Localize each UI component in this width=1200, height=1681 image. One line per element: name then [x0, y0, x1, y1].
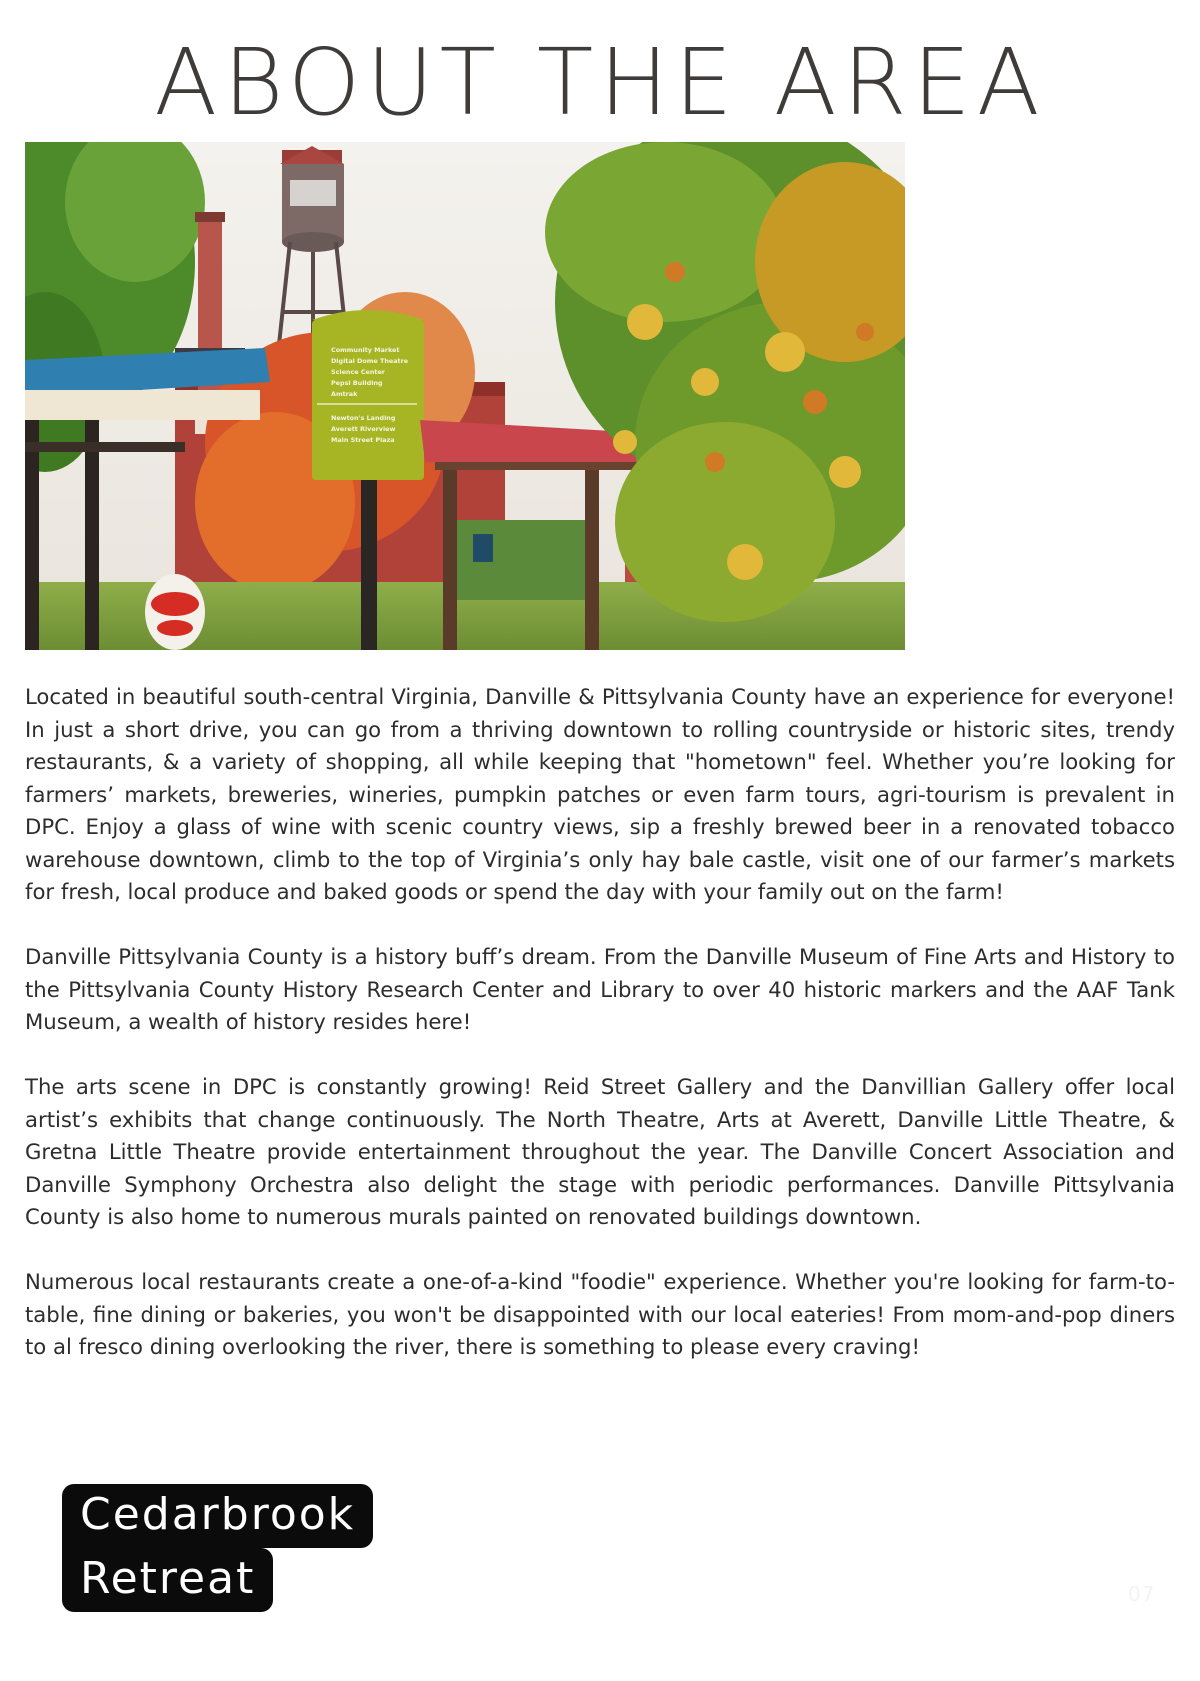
riverwalk-photo-illustration [25, 142, 905, 650]
paragraph-arts: The arts scene in DPC is constantly growing! Reid Street Gallery and the Danvillian Gallery offer local artist’s exhibits that change continuously. The North Theatre, Arts at Averett, Danville Little Theatre, & Gretna Little Theatre provide entertainment throughout the year. The Danville Concert Association and Danville Symphony Orchestra also delight the stage with periodic performances. Danville Pittsylvania County is also home to numerous murals painted on renovated buildings downtown. [25, 1074, 1175, 1229]
sign-line-3: Science Center [331, 368, 385, 376]
sign-line-7: Averett Riverview [331, 425, 396, 433]
sign-line-2: Digital Dome Theatre [331, 357, 409, 365]
sign-line-5: Amtrak [331, 390, 358, 398]
brand-line-2: Retreat [62, 1548, 273, 1612]
article-body [25, 681, 1175, 1396]
paragraph-food: Numerous local restaurants create a one-of-a-kind "foodie" experience. Whether you're looking for farm-to-table, fine dining or bakeries, you won't be disappointed with our local eateries! From mom-and-pop diners to al fresco dining overlooking the river, there is something to please every craving! [25, 1269, 1175, 1359]
page-title: ABOUT THE AREA [154, 29, 1046, 136]
sign-line-6: Newton's Landing [331, 414, 396, 422]
brand-line-1: Cedarbrook [62, 1484, 373, 1548]
page-number: 07 [1128, 1582, 1156, 1606]
sign-line-8: Main Street Plaza [331, 436, 395, 444]
sign-line-1: Community Market [331, 346, 400, 354]
sign-line-4: Pepsi Building [331, 379, 383, 387]
paragraph-history: Danville Pittsylvania County is a history buff’s dream. From the Danville Museum of Fine Arts and History to the Pittsylvania County History Research Center and Library to over 40 historic markers and the AAF Tank Museum, a wealth of history resides here! [25, 944, 1175, 1034]
paragraph-overview: Located in beautiful south-central Virginia, Danville & Pittsylvania County have an experience for everyone! In just a short drive, you can go from a thriving downtown to rolling countryside or historic sites, trendy restaurants, & a variety of shopping, all while keeping that "hometown" feel. Whether you’re looking for farmers’ markets, breweries, wineries, pumpkin patches or even farm tours, agri-tourism is prevalent in DPC. Enjoy a glass of wine with scenic country views, sip a freshly brewed beer in a renovated tobacco warehouse downtown, climb to the top of Virginia’s only hay bale castle, visit one of our farmer’s markets for fresh, local produce and baked goods or spend the day with your family out on the farm! [25, 684, 1175, 904]
area-photo [25, 142, 905, 650]
